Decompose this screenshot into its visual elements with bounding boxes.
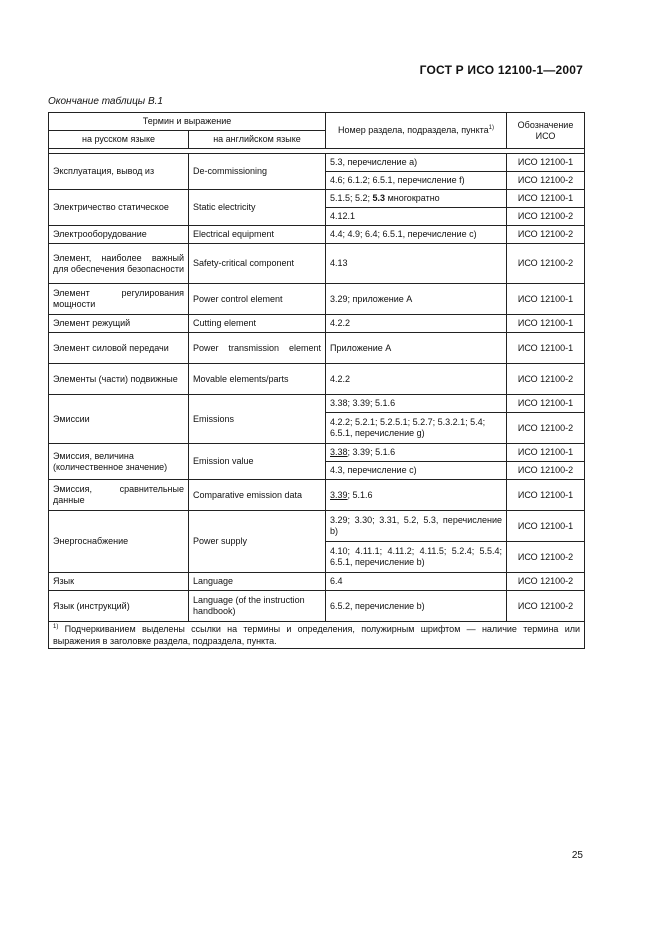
term-ru: Электрооборудование xyxy=(49,226,189,244)
table-row xyxy=(49,244,585,284)
term-en: Power transmission element xyxy=(189,333,326,364)
table-row xyxy=(49,333,585,364)
bold-ref: 5.3 xyxy=(372,193,386,203)
iso-ref: ИСО 12100-2 xyxy=(507,208,585,226)
table-row xyxy=(49,284,585,315)
footnote-ref: 1) xyxy=(488,125,495,131)
term-en: De-commissioning xyxy=(189,154,326,190)
term-ru: Эксплуатация, вывод из xyxy=(49,154,189,190)
section-ref: 6.5.2, перечисление b) xyxy=(326,591,507,622)
table-row xyxy=(49,190,585,208)
table-footnote-row xyxy=(49,622,585,649)
term-ru: Язык xyxy=(49,573,189,591)
term-en: Movable elements/parts xyxy=(189,364,326,395)
iso-ref: ИСО 12100-2 xyxy=(507,462,585,480)
term-ru: Элемент регулирования мощности xyxy=(49,284,189,315)
col-header-iso: Обозначение ИСО xyxy=(507,113,585,149)
term-en: Static electricity xyxy=(189,190,326,226)
col-header-en: на английском языке xyxy=(189,131,326,149)
term-ru: Эмиссия, величина (количественное значение) xyxy=(49,444,189,480)
iso-ref: ИСО 12100-1 xyxy=(507,154,585,172)
page-number: 25 xyxy=(571,850,583,861)
table-row xyxy=(49,226,585,244)
section-ref: 5.3, перечисление а) xyxy=(326,154,507,172)
underlined-ref: 3.38 xyxy=(330,447,348,457)
section-ref: 4.2.2 xyxy=(326,315,507,333)
iso-ref: ИСО 12100-1 xyxy=(507,511,585,542)
underlined-ref: 3.39 xyxy=(330,489,348,500)
table-row xyxy=(49,573,585,591)
section-ref: 6.4 xyxy=(326,573,507,591)
footnote-mark: 1) xyxy=(53,624,59,630)
iso-ref: ИСО 12100-2 xyxy=(507,226,585,244)
term-en: Electrical equipment xyxy=(189,226,326,244)
table-row xyxy=(49,315,585,333)
term-ru: Эмиссии xyxy=(49,395,189,444)
table-row xyxy=(49,591,585,622)
section-ref: 3.38; 3.39; 5.1.6 xyxy=(326,395,507,413)
section-ref: Приложение А xyxy=(326,333,507,364)
iso-ref: ИСО 12100-1 xyxy=(507,284,585,315)
iso-ref: ИСО 12100-2 xyxy=(507,591,585,622)
section-ref: 4.3, перечисление с) xyxy=(326,462,507,480)
iso-ref: ИСО 12100-2 xyxy=(507,364,585,395)
table-caption: Окончание таблицы В.1 xyxy=(48,96,163,107)
term-ru: Элемент силовой передачи xyxy=(49,333,189,364)
table-footnote: $^{1)}$ Подчеркиванием выделены ссылки на термины и определения, полужирным шрифтом — наличие термина или выражения в заголовке раздела, подраздела, пункта. xyxy=(49,622,585,649)
term-en: Comparative emission data xyxy=(189,480,326,511)
section-ref: 4.10; 4.11.1; 4.11.2; 4.11.5; 5.2.4; 5.5.4; 6.5.1, перечисление b) xyxy=(326,542,507,573)
term-ru: Элементы (части) подвижные xyxy=(49,364,189,395)
section-ref: 4.12.1 xyxy=(326,208,507,226)
section-ref: 3.39; 5.1.6 xyxy=(326,480,507,511)
table-row xyxy=(49,364,585,395)
col-header-section: Номер раздела, подраздела, пункта$^{1)}$ xyxy=(326,113,507,149)
col-header-terms: Термин и выражение xyxy=(49,113,326,131)
term-en: Power supply xyxy=(189,511,326,573)
term-en: Safety-critical component xyxy=(189,244,326,284)
term-ru: Электричество статическое xyxy=(49,190,189,226)
iso-ref: ИСО 12100-1 xyxy=(507,395,585,413)
term-ru: Энергоснабжение xyxy=(49,511,189,573)
term-en: Emissions xyxy=(189,395,326,444)
section-ref: 4.4; 4.9; 6.4; 6.5.1, перечисление с) xyxy=(326,226,507,244)
col-header-ru: на русском языке xyxy=(49,131,189,149)
section-ref: 3.29; 3.30; 3.31, 5.2, 5.3, перечисление b) xyxy=(326,511,507,542)
term-ru: Элемент, наиболее важный для обеспечения безопасности xyxy=(49,244,189,284)
term-en: Language xyxy=(189,573,326,591)
table-row xyxy=(49,511,585,542)
iso-ref: ИСО 12100-1 xyxy=(507,444,585,462)
iso-ref: ИСО 12100-2 xyxy=(507,172,585,190)
term-en: Emission value xyxy=(189,444,326,480)
terms-table xyxy=(48,112,585,649)
iso-ref: ИСО 12100-2 xyxy=(507,244,585,284)
table-row xyxy=(49,395,585,413)
section-ref: 4.13 xyxy=(326,244,507,284)
term-en: Cutting element xyxy=(189,315,326,333)
iso-ref: ИСО 12100-1 xyxy=(507,333,585,364)
table-row xyxy=(49,444,585,462)
document-code: ГОСТ Р ИСО 12100-1—2007 xyxy=(419,63,583,77)
section-ref: 4.2.2; 5.2.1; 5.2.5.1; 5.2.7; 5.3.2.1; 5.4; 6.5.1, перечисление g) xyxy=(326,413,507,444)
table-row xyxy=(49,480,585,511)
section-ref: 4.2.2 xyxy=(326,364,507,395)
term-en: Power control element xyxy=(189,284,326,315)
iso-ref: ИСО 12100-1 xyxy=(507,315,585,333)
iso-ref: ИСО 12100-2 xyxy=(507,542,585,573)
section-ref: 3.38; 3.39; 5.1.6 xyxy=(326,444,507,462)
term-ru: Элемент режущий xyxy=(49,315,189,333)
iso-ref: ИСО 12100-2 xyxy=(507,413,585,444)
section-ref: 5.1.5; 5.2; 5.3 многократно xyxy=(326,190,507,208)
term-en: Language (of the instruction handbook) xyxy=(189,591,326,622)
iso-ref: ИСО 12100-1 xyxy=(507,190,585,208)
table-row xyxy=(49,154,585,172)
section-ref: 3.29; приложение А xyxy=(326,284,507,315)
iso-ref: ИСО 12100-2 xyxy=(507,573,585,591)
section-ref: 4.6; 6.1.2; 6.5.1, перечисление f) xyxy=(326,172,507,190)
term-ru: Эмиссия, сравнительные данные xyxy=(49,480,189,511)
term-ru: Язык (инструкций) xyxy=(49,591,189,622)
iso-ref: ИСО 12100-1 xyxy=(507,480,585,511)
